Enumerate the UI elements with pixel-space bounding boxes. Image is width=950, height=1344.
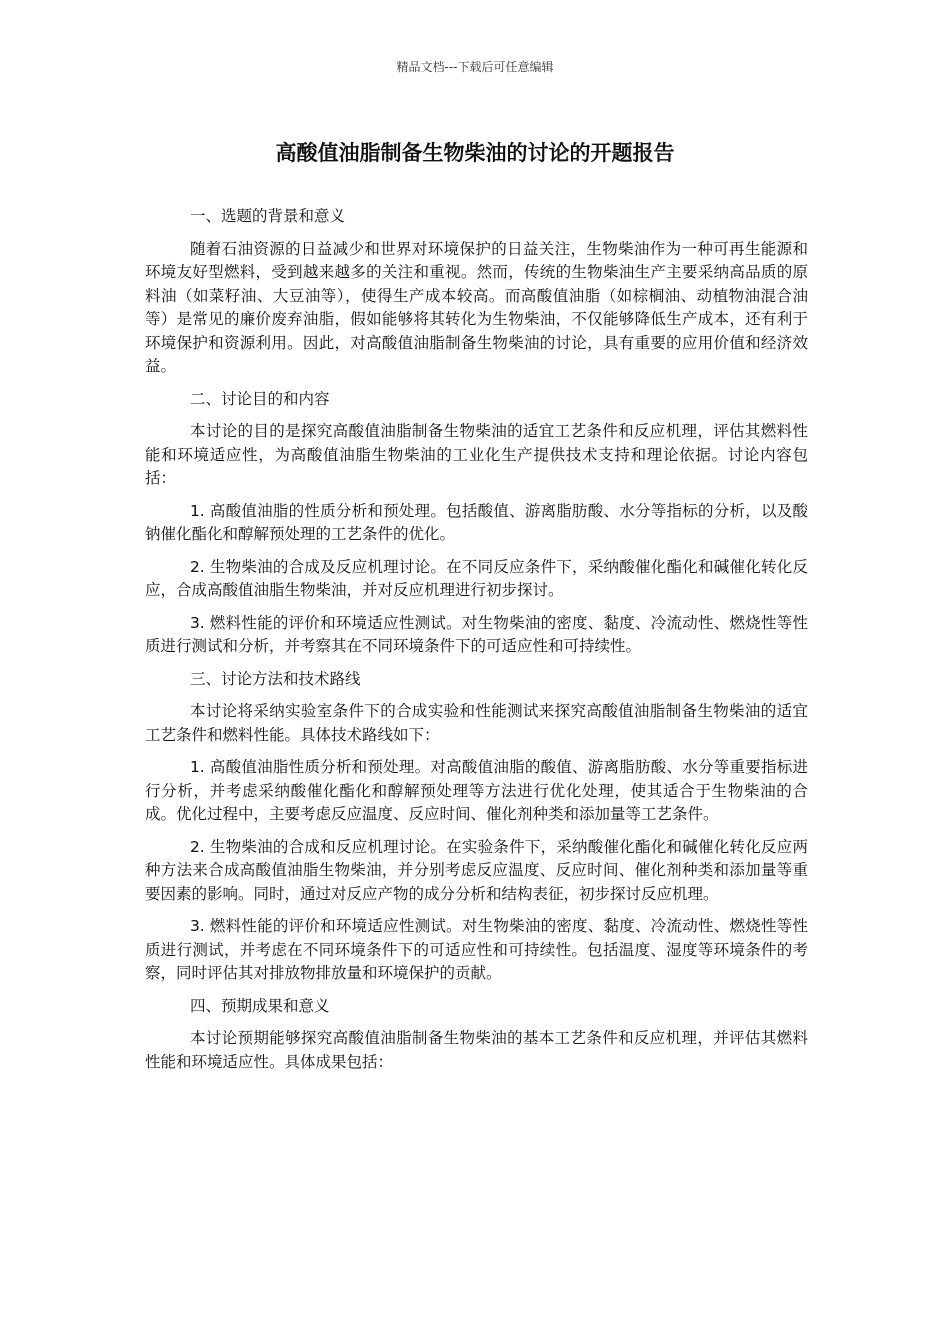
- document-title: 高酸值油脂制备生物柴油的讨论的开题报告: [275, 141, 675, 165]
- paragraph-outcomes: 本讨论预期能够探究高酸值油脂制备生物柴油的基本工艺条件和反应机理，并评估其燃料性能和环境适应性。具体成果包括：: [145, 1029, 808, 1071]
- document-body: [145, 205, 808, 1083]
- list-item-objective-2: 2. 生物柴油的合成及反应机理讨论。在不同反应条件下，采纳酸催化酯化和碱催化转化反应，合成高酸值油脂生物柴油，并对反应机理进行初步探讨。: [145, 557, 808, 599]
- paragraph-background: 随着石油资源的日益减少和世界对环境保护的日益关注，生物柴油作为一种可再生能源和环境友好型燃料，受到越来越多的关注和重视。然而，传统的生物柴油生产主要采纳高品质的原料油（如菜籽油、大豆油等），使得生产成本较高。而高酸值油脂（如棕榈油、动植物油混合油等）是常见的廉价废弃油脂，假如能够将其转化为生物柴油，不仅能够降低生产成本，还有利于环境保护和资源利用。因此，对高酸值油脂制备生物柴油的讨论，具有重要的应用价值和经济效益。: [145, 239, 808, 375]
- list-item-method-1: 1. 高酸值油脂性质分析和预处理。对高酸值油脂的酸值、游离脂肪酸、水分等重要指标进行分析，并考虑采纳酸催化酯化和醇解预处理等方法进行优化处理，使其适合于生物柴油的合成。优化过程中，主要考虑反应温度、反应时间、催化剂种类和添加量等工艺条件。: [145, 758, 808, 823]
- section-heading-background: 一、选题的背景和意义: [189, 207, 345, 225]
- section-heading-methods: 三、讨论方法和技术路线: [189, 669, 361, 688]
- list-item-objective-1: 1. 高酸值油脂的性质分析和预处理。包括酸值、游离脂肪酸、水分等指标的分析，以及酸钠催化酯化和醇解预处理的工艺条件的优化。: [145, 501, 808, 543]
- page-header: 精品文档---下载后可任意编辑: [396, 60, 554, 74]
- list-item-objective-3: 3. 燃料性能的评价和环境适应性测试。对生物柴油的密度、黏度、冷流动性、燃烧性等性质进行测试和分析，并考察其在不同环境条件下的可适应性和可持续性。: [145, 613, 808, 655]
- paragraph-objectives: 本讨论的目的是探究高酸值油脂制备生物柴油的适宜工艺条件和反应机理，评估其燃料性能和环境适应性，为高酸值油脂生物柴油的工业化生产提供技术支持和理论依据。讨论内容包括：: [145, 422, 808, 487]
- list-item-method-2: 2. 生物柴油的合成和反应机理讨论。在实验条件下，采纳酸催化酯化和碱催化转化反应两种方法来合成高酸值油脂生物柴油，并分别考虑反应温度、反应时间、催化剂种类和添加量等重要因素的影响。同时，通过对反应产物的成分分析和结构表征，初步探讨反应机理。: [145, 837, 808, 903]
- list-item-method-3: 3. 燃料性能的评价和环境适应性测试。对生物柴油的密度、黏度、冷流动性、燃烧性等性质进行测试，并考虑在不同环境条件下的可适应性和可持续性。包括温度、湿度等环境条件的考察，同时评估其对排放物排放量和环境保护的贡献。: [145, 917, 808, 982]
- section-heading-outcomes: 四、预期成果和意义: [189, 996, 330, 1015]
- section-heading-objectives: 二、讨论目的和内容: [189, 389, 330, 408]
- paragraph-methods: 本讨论将采纳实验室条件下的合成实验和性能测试来探究高酸值油脂制备生物柴油的适宜工艺条件和燃料性能。具体技术路线如下：: [145, 702, 808, 744]
